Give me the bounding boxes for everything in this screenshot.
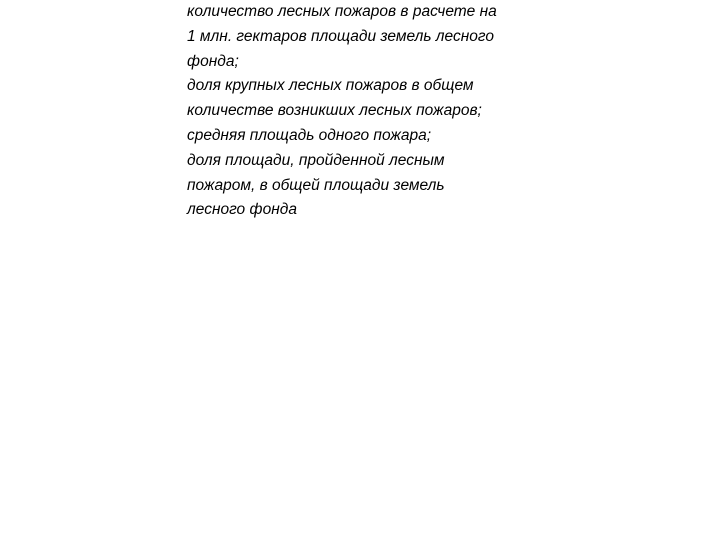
text-line: фонда; — [187, 52, 239, 70]
text-line: доля площади, пройденной лесным — [187, 151, 445, 169]
text-line: пожаром, в общей площади земель — [187, 176, 445, 194]
text-line: количестве возникших лесных пожаров; — [187, 102, 482, 120]
text-line: количество лесных пожаров в расчете на — [187, 3, 497, 20]
text-line: доля крупных лесных пожаров в общем — [187, 77, 474, 95]
text-line: лесного фонда — [187, 201, 297, 219]
indicator-list-text — [187, 0, 547, 223]
text-line: средняя площадь одного пожара; — [187, 126, 432, 144]
text-line: 1 млн. гектаров площади земель лесного — [187, 27, 494, 45]
